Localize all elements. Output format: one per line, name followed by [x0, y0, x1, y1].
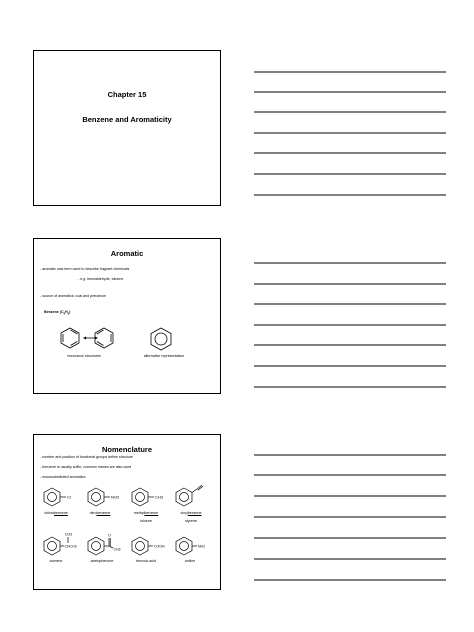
no2-label: NO2: [111, 494, 120, 500]
common-name-toluene: toluene: [140, 519, 152, 523]
name-chlorobenzene: chlorobenzene: [44, 511, 68, 515]
bullet: - aromatic was term used to describe fragrant chemicals: [40, 267, 130, 271]
bullet: - benzene is usually suffix; common names are also used: [40, 465, 132, 469]
slide-heading: Aromatic: [110, 249, 144, 258]
ch3-label: CH3: [155, 494, 164, 500]
name-benzoic-acid: benzoic acid: [136, 559, 156, 563]
bullet: - number and position of functional groups define structure: [40, 455, 133, 459]
acetophenone-o-label: O: [108, 533, 111, 538]
name-vinylbenzene: vinylbenzene: [180, 511, 202, 515]
cumene-chch3-label: CHCH3: [64, 544, 77, 549]
name-nitrobenzene: nitrobenzene: [89, 511, 111, 515]
name-methylbenzene: methylbenzene: [133, 511, 159, 515]
caption-resonance: resonance structures: [67, 354, 101, 358]
nh2-label: NH2: [198, 544, 206, 549]
common-name-styrene: styrene: [185, 519, 197, 523]
acetophenone-ch3-label: CH3: [113, 547, 121, 552]
caption-alternative: alternative representation: [143, 354, 185, 358]
cooh-label: COOH: [154, 544, 165, 549]
name-cumene: cumene: [49, 559, 63, 563]
name-aniline: aniline: [184, 559, 196, 563]
slide-heading: Nomenclature: [101, 445, 152, 454]
slide-subtitle: Benzene and Aromaticity: [82, 115, 172, 124]
bullet: - source of aromatics: coal and petroleum: [40, 294, 107, 298]
cumene-ch3-label: CH3: [65, 532, 73, 537]
bullet: - monosubstituted aromatics:: [40, 475, 87, 479]
benzene-label: Benzene $(C_6H_6)$: [44, 310, 71, 316]
cl-label: Cl: [67, 494, 71, 500]
bullet-sub: - e.g. benzaldehyde, toluene: [78, 277, 124, 281]
name-acetophenone: acetophenone: [90, 559, 114, 563]
slide-title: Chapter 15: [107, 90, 147, 99]
